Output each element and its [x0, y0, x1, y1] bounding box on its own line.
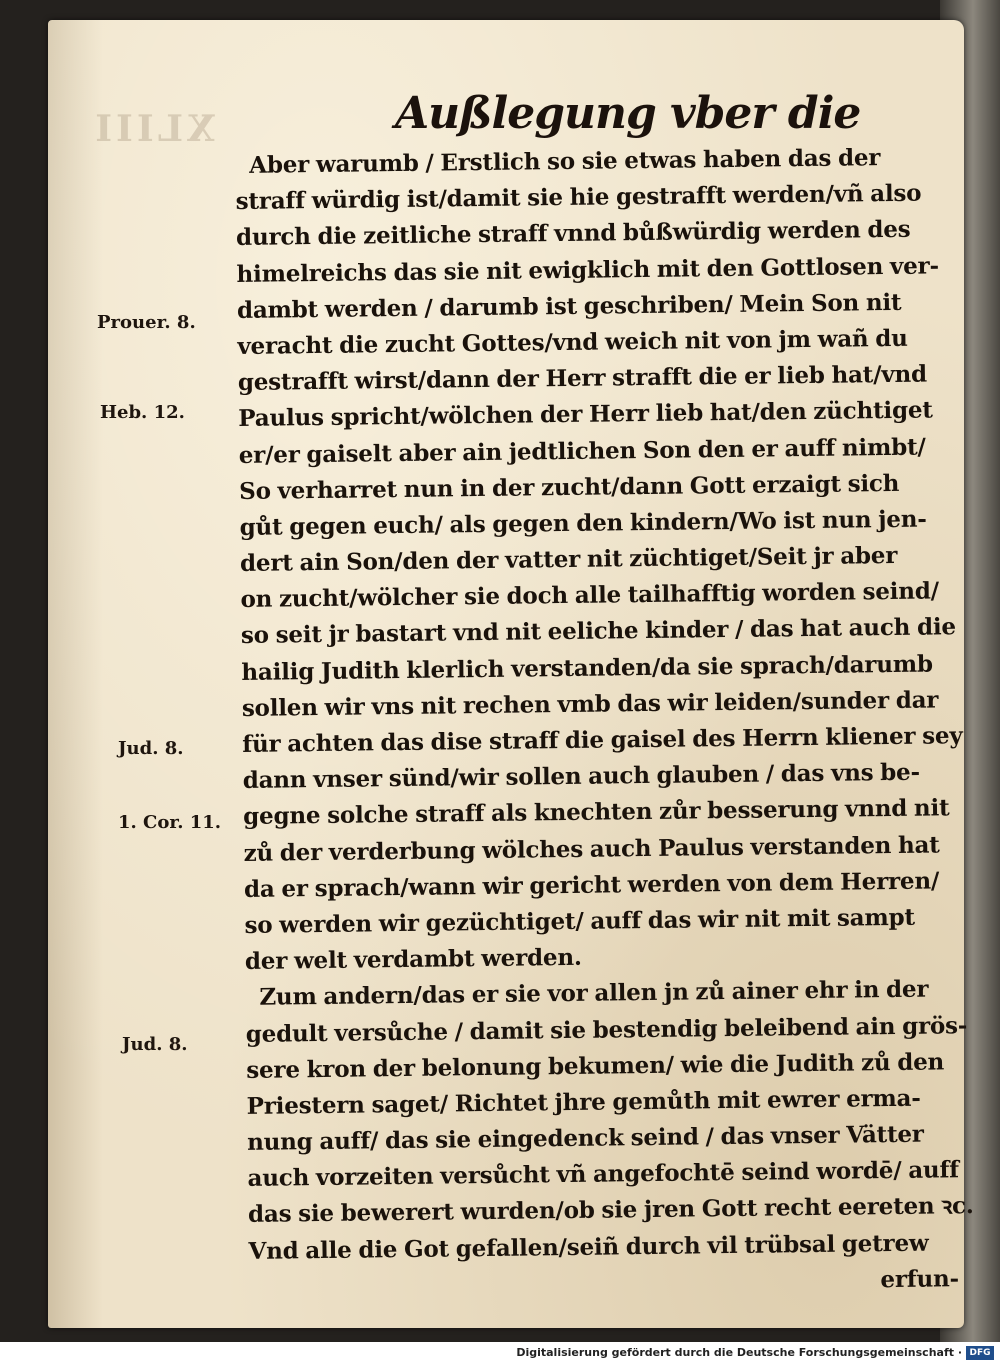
text-line: veracht die zucht Gottes/vnd weich nit von jm wañ du: [237, 324, 908, 360]
margin-note: Heb. 12.: [100, 402, 185, 423]
text-line: gedult versůche / damit sie bestendig beleibend ain grös-: [245, 1011, 968, 1048]
text-line: auch vorzeiten versůcht vñ angefochtē seind wordē/ auff: [247, 1156, 960, 1193]
text-line: er/er gaiselt aber ain jedtlichen Son den er auff nimbt/: [238, 433, 926, 469]
text-line: Vnd alle die Got gefallen/seiñ durch vil trübsal getrew: [248, 1229, 929, 1265]
text-line: Priestern saget/ Richtet jhre gemůth mit ewrer erma-: [246, 1084, 921, 1120]
margin-note: Jud. 8.: [118, 738, 184, 759]
text-line: dann vnser sünd/wir sollen auch glauben / das vns be-: [242, 758, 921, 795]
margin-note: Prouer. 8.: [97, 312, 196, 333]
text-line: das sie bewerert wurden/ob sie jren Gott recht eereten ꝛc.: [247, 1192, 974, 1229]
body-text: [235, 139, 974, 1306]
text-line: himelreichs das sie nit ewigklich mit den Gottlosen ver-: [236, 251, 939, 288]
text-line: sere kron der belonung bekumen/ wie die Judith zů den: [246, 1048, 945, 1084]
text-line: gegne solche straff als knechten zůr besserung vnnd nit: [243, 794, 950, 831]
text-line: Zum andern/das er sie vor allen jn zů ainer ehr in der: [259, 975, 929, 1012]
text-line: dert ain Son/den der vatter nit züchtiget/Seit jr aber: [239, 542, 898, 578]
text-line: dambt werden / darumb ist geschriben/ Mein Son nit: [236, 288, 902, 324]
text-line: zů der verderbung wölches auch Paulus verstanden hat: [243, 831, 940, 867]
text-line: für achten das dise straff die gaisel des Herrn kliener sey: [242, 722, 963, 758]
text-line: gestrafft wirst/dann der Herr strafft die er lieb hat/vnd: [237, 360, 928, 397]
text-line: so seit jr bastart vnd nit eeliche kinder / das hat auch die: [240, 613, 957, 650]
text-line: So verharret nun in der zucht/dann Gott erzaigt sich: [239, 469, 900, 505]
funding-credit: Digitalisierung gefördert durch die Deutsche Forschungsgemeinschaft ·: [516, 1346, 962, 1359]
catchword: erfun-: [880, 1265, 960, 1294]
text-line: Aber warumb / Erstlich so sie etwas haben das der: [249, 144, 881, 179]
text-line: straff würdig ist/damit sie hie gestrafft werden/vñ also: [235, 179, 922, 216]
footer-bar: [0, 1342, 1000, 1364]
text-line: hailig Judith klerlich verstanden/da sie sprach/darumb: [241, 650, 933, 686]
text-line: da er sprach/wann wir gericht werden von dem Herren/: [243, 867, 940, 903]
text-line: der welt verdambt werden.: [244, 943, 582, 976]
text-line: gůt gegen euch/ als gegen den kindern/Wo ist nun jen-: [239, 505, 927, 541]
bleed-through-folio: XLIII: [91, 108, 215, 150]
margin-note: 1. Cor. 11.: [118, 812, 222, 833]
margin-note: Jud. 8.: [122, 1034, 188, 1055]
text-line: sollen wir vns nit rechen vmb das wir leiden/sunder dar: [241, 686, 939, 722]
dfg-logo: DFG: [966, 1346, 994, 1360]
text-line: Paulus spricht/wölchen der Herr lieb hat/den züchtiget: [238, 396, 933, 433]
text-line: so werden wir gezüchtiget/ auff das wir nit mit sampt: [244, 903, 916, 939]
text-line: durch die zeitliche straff vnnd bůßwürdig werden des: [235, 216, 911, 252]
text-line: on zucht/wölcher sie doch alle tailhafftig worden seind/: [240, 577, 940, 614]
page-heading: Außlegung vber die: [395, 88, 861, 139]
text-line: nung auff/ das sie eingedenck seind / das vnser Vätter: [246, 1120, 924, 1156]
